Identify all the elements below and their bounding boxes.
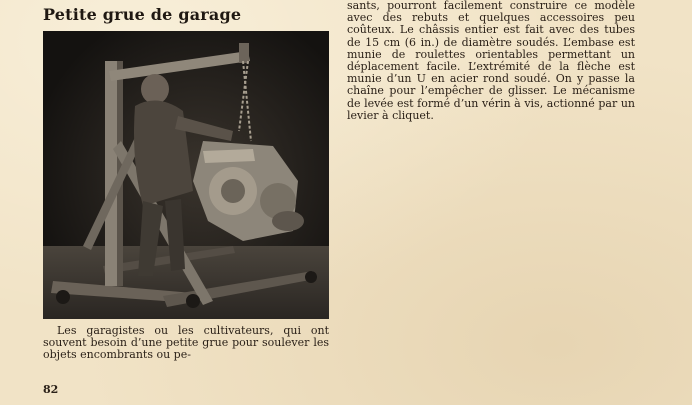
intro-paragraph: Les garagistes ou les cultivateurs, qui ont souvent besoin d’une petite grue pour soulever les objets encombrants ou pe-	[43, 324, 329, 362]
crane-illustration	[43, 31, 329, 319]
article-intro-column	[43, 325, 329, 362]
continuation-paragraph: sants, pourront facilement construire ce modèle avec des rebuts et quelques accessoires peu coûteux. Le châssis entier est fait avec des tubes de 15 cm (6 in.) de diamètre soudés. L’embase est munie de roulettes orientables permettant un déplacement facile. L’extrémité de la flèche est munie d’un U en acier rond soudé. On y passe la chaîne pour l’empêcher de glisser. Le mécanisme de levée est formé d’un vérin à vis, actionné par un levier à cliquet.	[347, 0, 635, 122]
article-continuation-column	[347, 0, 635, 122]
photo-garage-crane	[43, 31, 329, 319]
article-title: Petite grue de garage	[43, 5, 242, 24]
page-number: 82	[43, 383, 59, 396]
